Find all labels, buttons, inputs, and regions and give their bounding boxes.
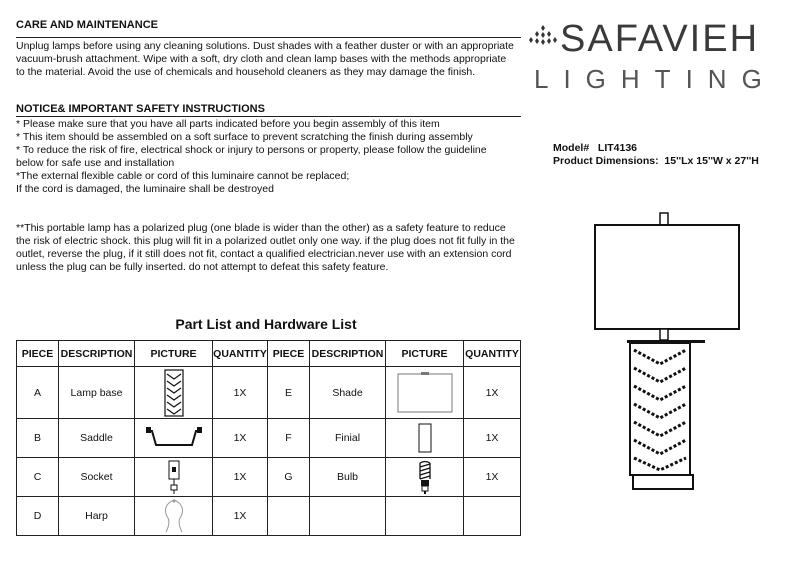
- care-line: vacuum-brush attachment. Wipe with a soft, dry cloth and clean lamp bases with the methods appropriate: [16, 53, 507, 65]
- cell-quantity: 1X: [213, 367, 268, 419]
- product-dimensions: Product Dimensions: 15''Lx 15''W x 27''H: [553, 155, 759, 167]
- shade-icon: [396, 372, 454, 414]
- model-info: [553, 142, 759, 168]
- notice-divider: [16, 116, 521, 117]
- plug-text: [16, 222, 521, 274]
- table-row: [17, 458, 521, 497]
- base-drawing: [633, 475, 693, 489]
- harp-icon: [160, 498, 188, 534]
- table-row: [17, 497, 521, 536]
- cell-quantity: 1X: [464, 419, 521, 458]
- care-line: Unplug lamps before using any cleaning solutions. Dust shades with a feather duster or with an appropriate: [16, 40, 514, 52]
- cell-piece: A: [17, 367, 59, 419]
- header-quantity: QUANTITY: [213, 341, 268, 367]
- cell-description: Lamp base: [59, 367, 135, 419]
- cell-piece: B: [17, 419, 59, 458]
- cell-quantity: 1X: [213, 458, 268, 497]
- plug-line: **This portable lamp has a polarized plug (one blade is wider than the other) as a safety feature to reduce: [16, 222, 506, 234]
- cell-quantity: 1X: [464, 458, 521, 497]
- header-quantity: QUANTITY: [464, 341, 521, 367]
- cell-quantity: 1X: [213, 497, 268, 536]
- care-text: [16, 40, 521, 79]
- lamp-drawing: [590, 210, 750, 492]
- header-picture: PICTURE: [386, 341, 464, 367]
- cell-quantity: 1X: [464, 367, 521, 419]
- parts-table-title: Part List and Hardware List: [175, 316, 357, 332]
- header-picture: PICTURE: [135, 341, 213, 367]
- plug-line: unless the plug can be fully inserted. do not attempt to defeat this safety feature.: [16, 261, 389, 273]
- cell-picture: [135, 419, 213, 458]
- care-heading: CARE AND MAINTENANCE: [16, 19, 158, 31]
- header-piece: PIECE: [17, 341, 59, 367]
- cell-picture: [386, 458, 464, 497]
- plug-line: the risk of electric shock. this plug will fit in a polarized outlet only one way. if the plug does not fit fully in the: [16, 235, 515, 247]
- table-row: [17, 367, 521, 419]
- cell-description: Harp: [59, 497, 135, 536]
- plug-line: outlet, reverse the plug, if it still does not fit, contact a qualified electrician.never use with an extension cord: [16, 248, 512, 260]
- header-piece: PIECE: [268, 341, 310, 367]
- notice-line: * This item should be assembled on a soft surface to prevent scratching the finish during assembly: [16, 131, 473, 143]
- notice-line: *The external flexible cable or cord of this luminaire cannot be replaced;: [16, 170, 350, 182]
- cell-piece: D: [17, 497, 59, 536]
- lamp-base-icon: [163, 369, 185, 417]
- care-divider: [16, 37, 521, 38]
- cell-piece: G: [268, 458, 310, 497]
- cell-description: Finial: [310, 419, 386, 458]
- notice-heading: NOTICE& IMPORTANT SAFETY INSTRUCTIONS: [16, 103, 265, 115]
- cell-picture: [386, 497, 464, 536]
- notice-line: below for safe use and installation: [16, 157, 175, 169]
- cell-description: [310, 497, 386, 536]
- cell-piece: E: [268, 367, 310, 419]
- table-header-row: [17, 341, 521, 367]
- cell-piece: [268, 497, 310, 536]
- cell-picture: [135, 497, 213, 536]
- table-row: [17, 419, 521, 458]
- cell-piece: C: [17, 458, 59, 497]
- notice-line: * Please make sure that you have all parts indicated before you begin assembly of this item: [16, 118, 440, 130]
- cell-description: Bulb: [310, 458, 386, 497]
- brand-subtitle: LIGHTING: [534, 64, 777, 94]
- notice-line: * To reduce the risk of fire, electrical shock or injury to persons or property, please follow the guideline: [16, 144, 487, 156]
- finial-icon: [418, 423, 432, 453]
- cell-description: Saddle: [59, 419, 135, 458]
- care-line: to the material. Avoid the use of chemicals and household cleaners as they may damage the finish.: [16, 66, 476, 78]
- header-description: DESCRIPTION: [59, 341, 135, 367]
- header-description: DESCRIPTION: [310, 341, 386, 367]
- saddle-icon: [144, 423, 204, 453]
- cell-picture: [135, 367, 213, 419]
- cell-quantity: 1X: [213, 419, 268, 458]
- cell-description: Shade: [310, 367, 386, 419]
- cell-description: Socket: [59, 458, 135, 497]
- brand-name: SAFAVIEH: [560, 18, 760, 60]
- finial-drawing: [660, 213, 668, 225]
- bulb-icon: [417, 460, 433, 494]
- cell-picture: [386, 367, 464, 419]
- neck-drawing: [660, 329, 668, 340]
- model-number: Model# LIT4136: [553, 142, 638, 154]
- notice-text: [16, 118, 521, 196]
- notice-line: If the cord is damaged, the luminaire shall be destroyed: [16, 183, 274, 195]
- socket-icon: [166, 460, 182, 494]
- chandelier-logo-icon: [527, 25, 559, 49]
- cell-piece: F: [268, 419, 310, 458]
- cell-picture: [135, 458, 213, 497]
- parts-table: [16, 340, 521, 536]
- cell-picture: [386, 419, 464, 458]
- shade-drawing: [595, 225, 739, 329]
- cell-quantity: [464, 497, 521, 536]
